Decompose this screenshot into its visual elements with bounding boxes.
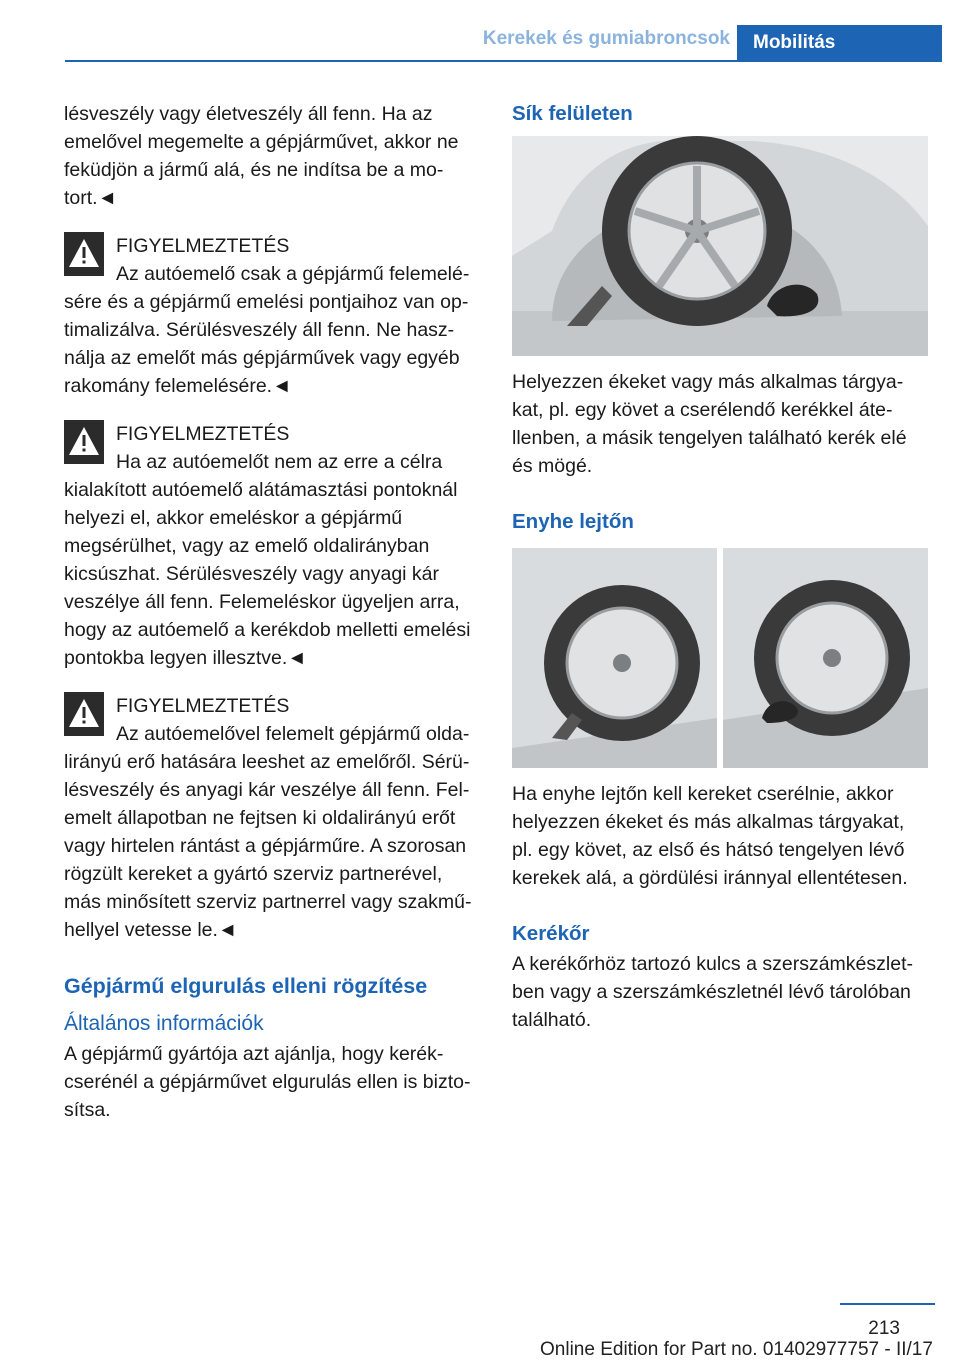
warning-body: Ha az autóemelőt nem az erre a célra kialakított autóemelő alátámasztási pontoknál helyezi el, akkor emeléskor a gépjármű megsérülhet, vagy az emelő oldalirányban kicsúszhat. Sérülésveszély vagy anyagi kár veszélye áll fenn. Felemeléskor ügyeljen arra, hogy az autóemelő a kerékdob melletti emelési pontokba legyen illesztve.◄ [64, 451, 471, 669]
slope-heading: Enyhe lejtőn [512, 510, 634, 533]
warning-triangle-icon [64, 692, 104, 736]
warning-title: FIGYELMEZTETÉS [116, 695, 290, 717]
section-heading: Gépjármű elgurulás elleni rögzítése [64, 974, 428, 998]
flat-surface-paragraph: Helyezzen ékeket vagy más alkalmas tárgyakat, pl. egy követ a cserélendő kerékkel átellenben, a másik tengelyen található kerék elé és mögé. [512, 371, 907, 477]
wheel-lock-paragraph: A kerékőrhöz tartozó kulcs a szerszámkészletben vagy a szerszámkészletnél lévő tárolóban található. [512, 953, 913, 1031]
warning-title: FIGYELMEZTETÉS [116, 423, 290, 445]
page-number: 213 [868, 1318, 900, 1339]
header-rule [65, 60, 942, 62]
wheel-lock-heading: Kerékőr [512, 922, 590, 945]
header-chapter-tab: Mobilitás [737, 25, 942, 61]
right-column [512, 100, 928, 1054]
edition-line: Online Edition for Part no. 01402977757 - II/17 [540, 1339, 933, 1360]
warning-block-1 [64, 232, 476, 400]
warning-block-3 [64, 692, 476, 944]
header-section-title: Kerekek és gumiabroncsok [482, 28, 730, 49]
subsection-heading: Általános információk [64, 1012, 264, 1035]
general-info-paragraph: A gépjármű gyártója azt ajánlja, hogy kerékcserénél a gépjárművet elgurulás ellen is biztosítsa. [64, 1043, 471, 1121]
warning-triangle-icon [64, 420, 104, 464]
warning-block-2 [64, 420, 476, 672]
warning-title: FIGYELMEZTETÉS [116, 235, 290, 257]
intro-paragraph: lésveszély vagy életveszély áll fenn. Ha az emelővel megemelte a gépjárművet, akkor ne feküdjön a jármű alá, és ne indítsa be a motort.◄ [64, 103, 459, 209]
slope-paragraph: Ha enyhe lejtőn kell kereket cserélnie, akkor helyezzen ékeket és más alkalmas tárgyakat, pl. egy követ, az első és hátsó tengelyen lévő kerekek alá, a gördülési iránnyal ellentétesen. [512, 783, 908, 889]
flat-surface-heading: Sík felületen [512, 102, 633, 125]
wheel-chock-slope-illustration [512, 548, 928, 768]
left-column [64, 100, 476, 1144]
warning-body: Az autóemelő csak a gépjármű felemelésére és a gépjármű emelési pontjaihoz van optimalizálva. Sérülésveszély áll fenn. Ne használja az emelőt más gépjárművek vagy egyéb rakomány felemelésére.◄ [64, 263, 470, 397]
footer-rule [840, 1303, 935, 1305]
warning-body: Az autóemelővel felemelt gépjármű oldalirányú erő hatására leeshet az emelőről. Sérülésveszély és anyagi kár veszélye áll fenn. Felemelt állapotban ne fejtsen ki oldalirányú erőt vagy hirtelen rántást a gépjárműre. A szorosan rögzült kereket a gyártó szerviz partnerével, más minősített szerviz partnerrel vagy szakműhellyel vetesse le.◄ [64, 723, 472, 941]
wheel-chock-flat-illustration [512, 136, 928, 356]
page-header [0, 0, 960, 62]
warning-triangle-icon [64, 232, 104, 276]
